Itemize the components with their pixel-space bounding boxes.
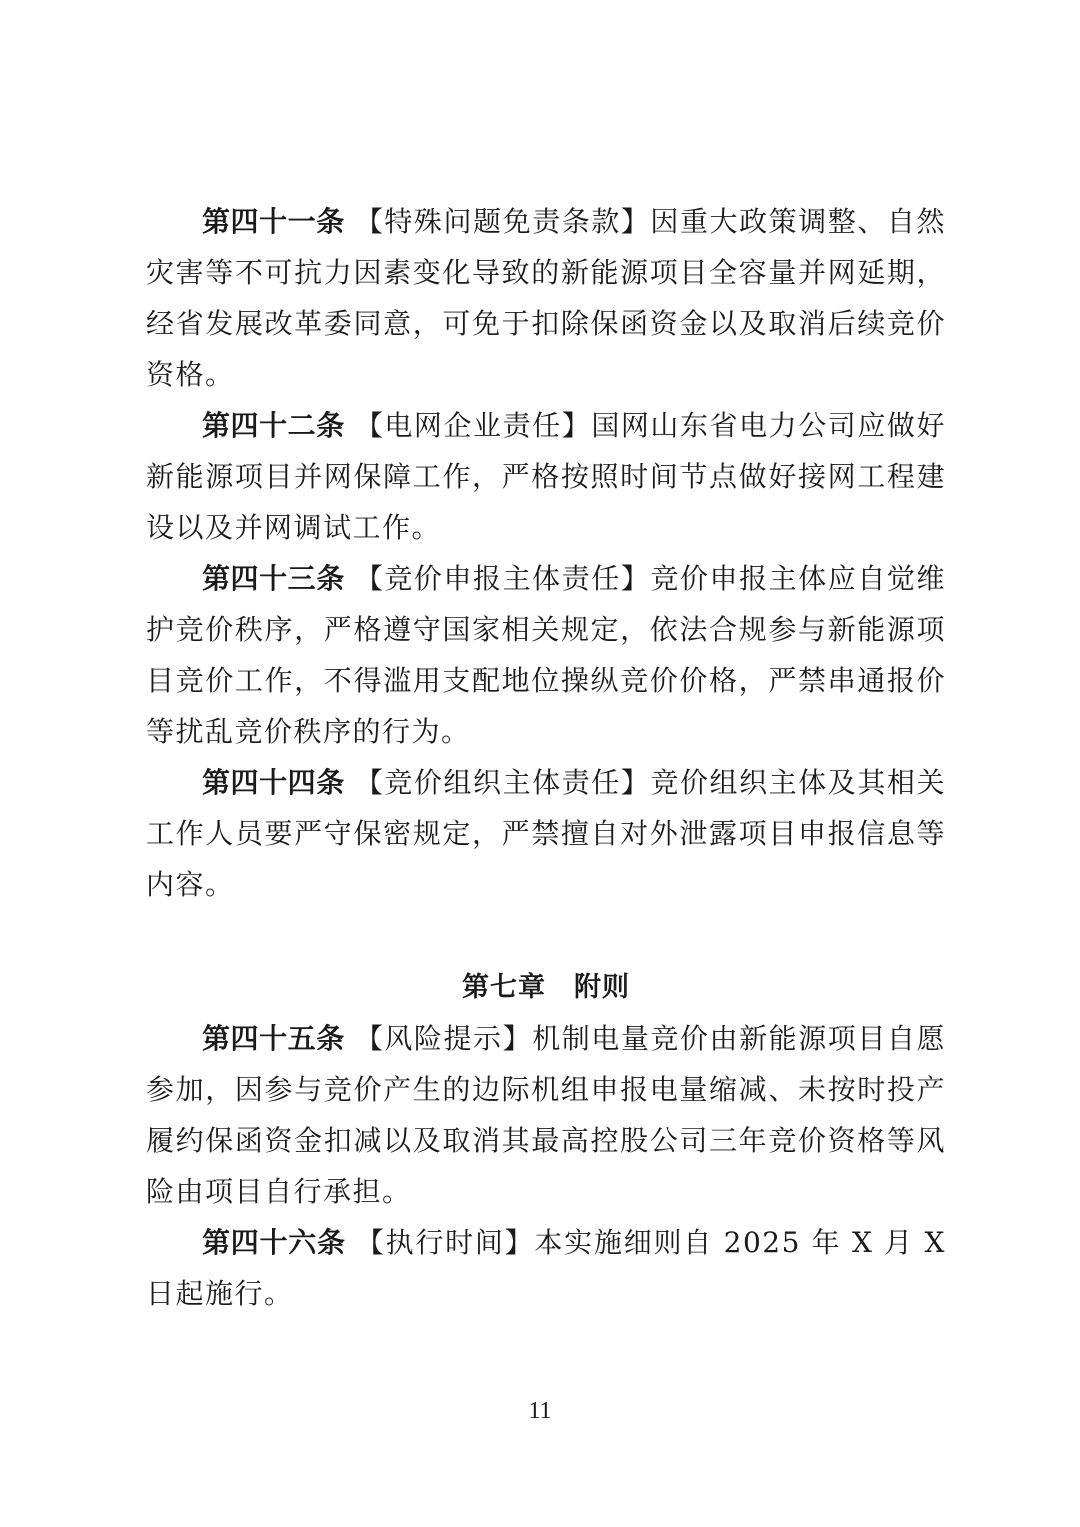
- article-number: 第四十二条: [202, 409, 345, 442]
- article-text: 竞价申报主体应自觉维护竞价秩序，严格遵守国家相关规定，依法合规参与新能源项目竞价工作，不得滥用支配地位操纵竞价价格，严禁串通报价等扰乱竞价秩序的行为。: [146, 562, 946, 748]
- article-text: 机制电量竞价由新能源项目自愿参加，因参与竞价产生的边际机组申报电量缩减、未按时投产履约保函资金扣减以及取消其最高控股公司三年竞价资格等风险由项目自行承担。: [146, 1022, 946, 1208]
- article-title: 【风险提示】: [354, 1022, 533, 1055]
- article-title: 【竞价组织主体责任】: [354, 766, 651, 799]
- article-42: [146, 400, 946, 553]
- article-45: [146, 1013, 946, 1217]
- chapter-heading: [146, 962, 946, 1013]
- article-41: [146, 196, 946, 400]
- article-text: 国网山东省电力公司应做好新能源项目并网保障工作，严格按照时间节点做好接网工程建设以及并网调试工作。: [146, 409, 946, 544]
- article-text: 竞价组织主体及其相关工作人员要严守保密规定，严禁擅自对外泄露项目申报信息等内容。: [146, 766, 946, 901]
- article-text: 本实施细则自 2025 年 X 月 X 日起施行。: [146, 1226, 946, 1310]
- article-number: 第四十四条: [202, 766, 345, 799]
- chapter-number: 第七章: [462, 972, 546, 1003]
- article-number: 第四十六条: [202, 1226, 346, 1259]
- article-44: [146, 757, 946, 910]
- document-body: [146, 196, 946, 1319]
- article-43: [146, 553, 946, 757]
- page-number: 11: [528, 1398, 552, 1424]
- chapter-name: 附则: [574, 972, 630, 1003]
- article-number: 第四十一条: [202, 205, 345, 238]
- article-number: 第四十五条: [202, 1022, 345, 1055]
- article-title: 【执行时间】: [355, 1226, 535, 1259]
- article-text: 因重大政策调整、自然灾害等不可抗力因素变化导致的新能源项目全容量并网延期，经省发展改革委同意，可免于扣除保函资金以及取消后续竞价资格。: [146, 205, 946, 391]
- article-title: 【电网企业责任】: [354, 409, 592, 442]
- article-title: 【特殊问题免责条款】: [354, 205, 651, 238]
- article-number: 第四十三条: [202, 562, 345, 595]
- article-title: 【竞价申报主体责任】: [354, 562, 651, 595]
- article-46: [146, 1217, 946, 1319]
